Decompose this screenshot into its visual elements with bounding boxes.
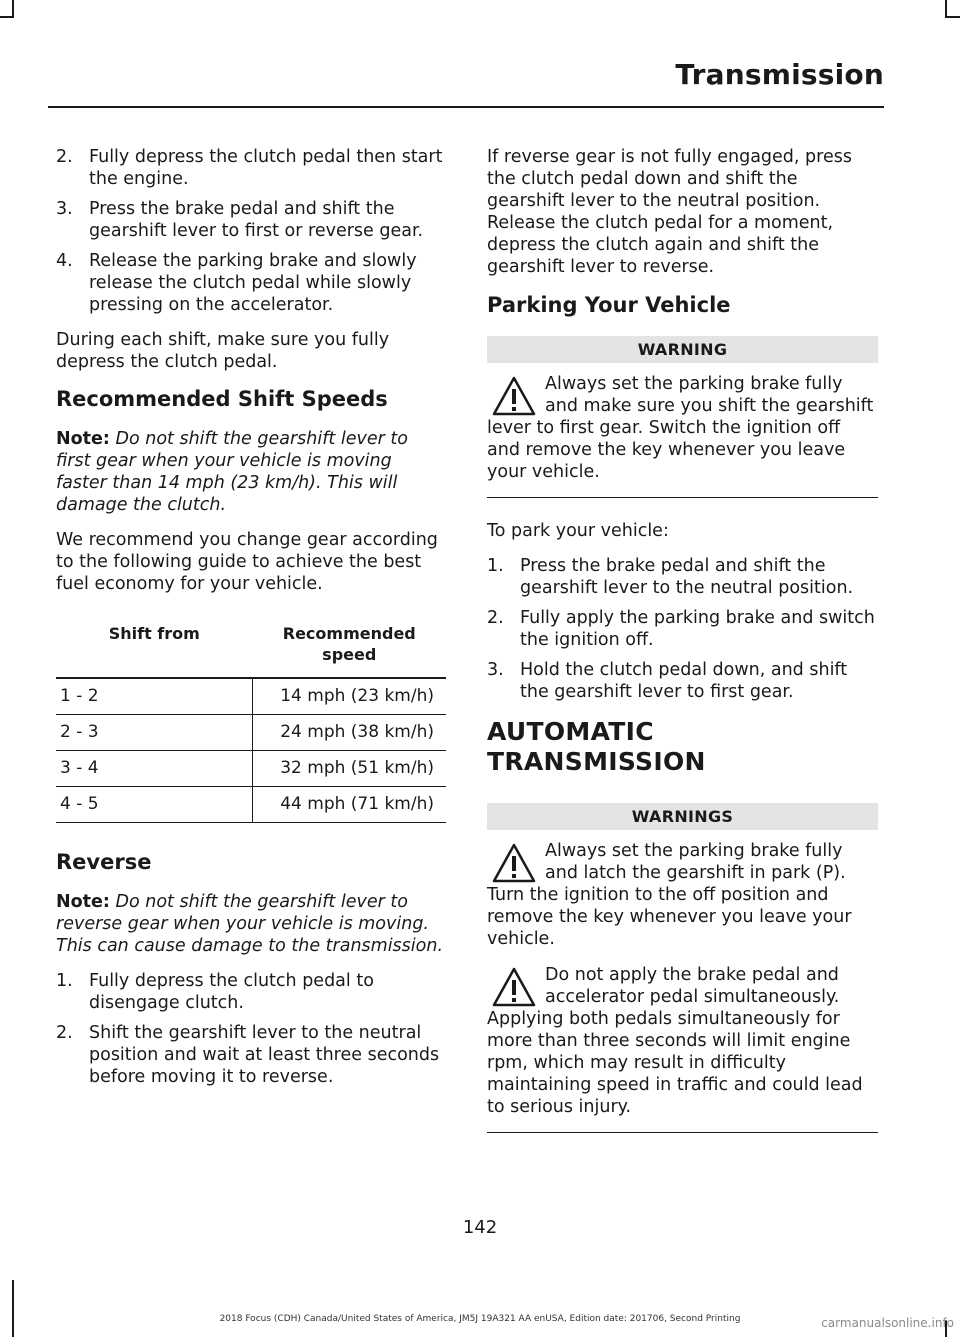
warnings-header: WARNINGS (487, 803, 878, 830)
paragraph: To park your vehicle: (487, 521, 669, 541)
list-item (56, 198, 446, 242)
crop-mark (945, 16, 960, 18)
step-text: Fully apply the parking brake and switch the ignition off. (520, 608, 875, 650)
step-text: Hold the clutch pedal down, and shift the gearshift lever to first gear. (520, 660, 848, 702)
list-item (487, 607, 878, 651)
step-number: 3. (487, 660, 504, 680)
table-cell: 2 - 3 (56, 715, 253, 751)
step-text: Press the brake pedal and shift the gearshift lever to first or reverse gear. (89, 199, 424, 241)
crop-mark (0, 16, 14, 18)
table-row (56, 715, 446, 751)
section-heading: Recommended Shift Speeds (56, 387, 388, 411)
step-text: Fully depress the clutch pedal to disengage clutch. (89, 971, 374, 1013)
step-number: 2. (56, 147, 73, 167)
chapter-heading: AUTOMATIC TRANSMISSION (487, 717, 706, 776)
table-cell: 44 mph (71 km/h) (253, 787, 447, 823)
section-heading: Reverse (56, 850, 152, 874)
step-number: 2. (487, 608, 504, 628)
step-number: 1. (56, 971, 73, 991)
list-item (56, 146, 446, 190)
step-text: Release the parking brake and slowly release the clutch pedal while slowly pressing on the accelerator. (89, 251, 417, 315)
numbered-steps (56, 970, 446, 1088)
table-row (56, 787, 446, 823)
watermark: carmanualsonline.info (821, 1316, 954, 1330)
table-row (56, 751, 446, 787)
step-number: 4. (56, 251, 73, 271)
table-cell: 1 - 2 (56, 678, 253, 715)
note-label: Note: (56, 429, 110, 449)
list-item (56, 1022, 446, 1088)
shift-speed-table (56, 617, 446, 823)
right-column (487, 146, 878, 1155)
left-column (56, 146, 446, 1101)
crop-mark (12, 1280, 14, 1337)
note-text: Do not shift the gearshift lever to reverse gear when your vehicle is moving. This can cause damage to the transmission. (56, 892, 444, 956)
step-text: Fully depress the clutch pedal then start the engine. (89, 147, 443, 189)
warning-triangle-icon (491, 842, 537, 884)
table-header: Shift from (56, 617, 253, 678)
warning-triangle-icon (491, 966, 537, 1008)
table-row (56, 678, 446, 715)
warning-text: Always set the parking brake fully and make sure you shift the gearshift lever to first gear. Switch the ignition off and remove the key whenever you leave your vehicle. (487, 374, 874, 482)
note (56, 428, 446, 516)
numbered-steps (487, 555, 878, 703)
footer-text: 2018 Focus (CDH) Canada/United States of America, JM5J 19A321 AA enUSA, Edition date: 201706, Second Printing (219, 1314, 741, 1324)
warning-block (487, 373, 878, 498)
warning-triangle-icon (491, 375, 537, 417)
table-cell: 32 mph (51 km/h) (253, 751, 447, 787)
note (56, 891, 446, 957)
warning-block (487, 840, 878, 950)
step-number: 2. (56, 1023, 73, 1043)
note-label: Note: (56, 892, 110, 912)
table-cell: 3 - 4 (56, 751, 253, 787)
section-heading: Parking Your Vehicle (487, 293, 731, 317)
note-text: Do not shift the gearshift lever to first gear when your vehicle is moving faster than 14 mph (23 km/h). This will damage the clutch. (56, 429, 408, 515)
page-title: Transmission (675, 58, 884, 91)
page-number: 142 (462, 1217, 498, 1238)
paragraph: During each shift, make sure you fully depress the clutch pedal. (56, 330, 390, 372)
warning-text: Do not apply the brake pedal and accelerator pedal simultaneously. Applying both pedals simultaneously for more than three seconds will limit engine rpm, which may result in difficulty maintaining speed in traffic and could lead to serious injury. (487, 965, 863, 1117)
table-cell: 14 mph (23 km/h) (253, 678, 447, 715)
list-item (487, 659, 878, 703)
numbered-steps (56, 146, 446, 316)
table-header: Recommended speed (253, 617, 447, 678)
paragraph: If reverse gear is not fully engaged, press the clutch pedal down and shift the gearshift lever to the neutral position. Release the clutch pedal for a moment, depress the clutch again and shift the gearshift lever to reverse. (487, 147, 852, 277)
table-cell: 4 - 5 (56, 787, 253, 823)
step-number: 1. (487, 556, 504, 576)
table-cell: 24 mph (38 km/h) (253, 715, 447, 751)
paragraph: We recommend you change gear according to the following guide to achieve the best fuel economy for your vehicle. (56, 530, 438, 594)
list-item (56, 970, 446, 1014)
step-text: Press the brake pedal and shift the gearshift lever to the neutral position. (520, 556, 854, 598)
warning-text: Always set the parking brake fully and latch the gearshift in park (P). Turn the ignition to the off position and remove the key whenever you leave your vehicle. (487, 841, 852, 949)
step-text: Shift the gearshift lever to the neutral position and wait at least three seconds before moving it to reverse. (89, 1023, 440, 1087)
header-rule (48, 106, 884, 108)
list-item (487, 555, 878, 599)
warning-block (487, 964, 878, 1133)
warning-header: WARNING (487, 336, 878, 363)
step-number: 3. (56, 199, 73, 219)
list-item (56, 250, 446, 316)
